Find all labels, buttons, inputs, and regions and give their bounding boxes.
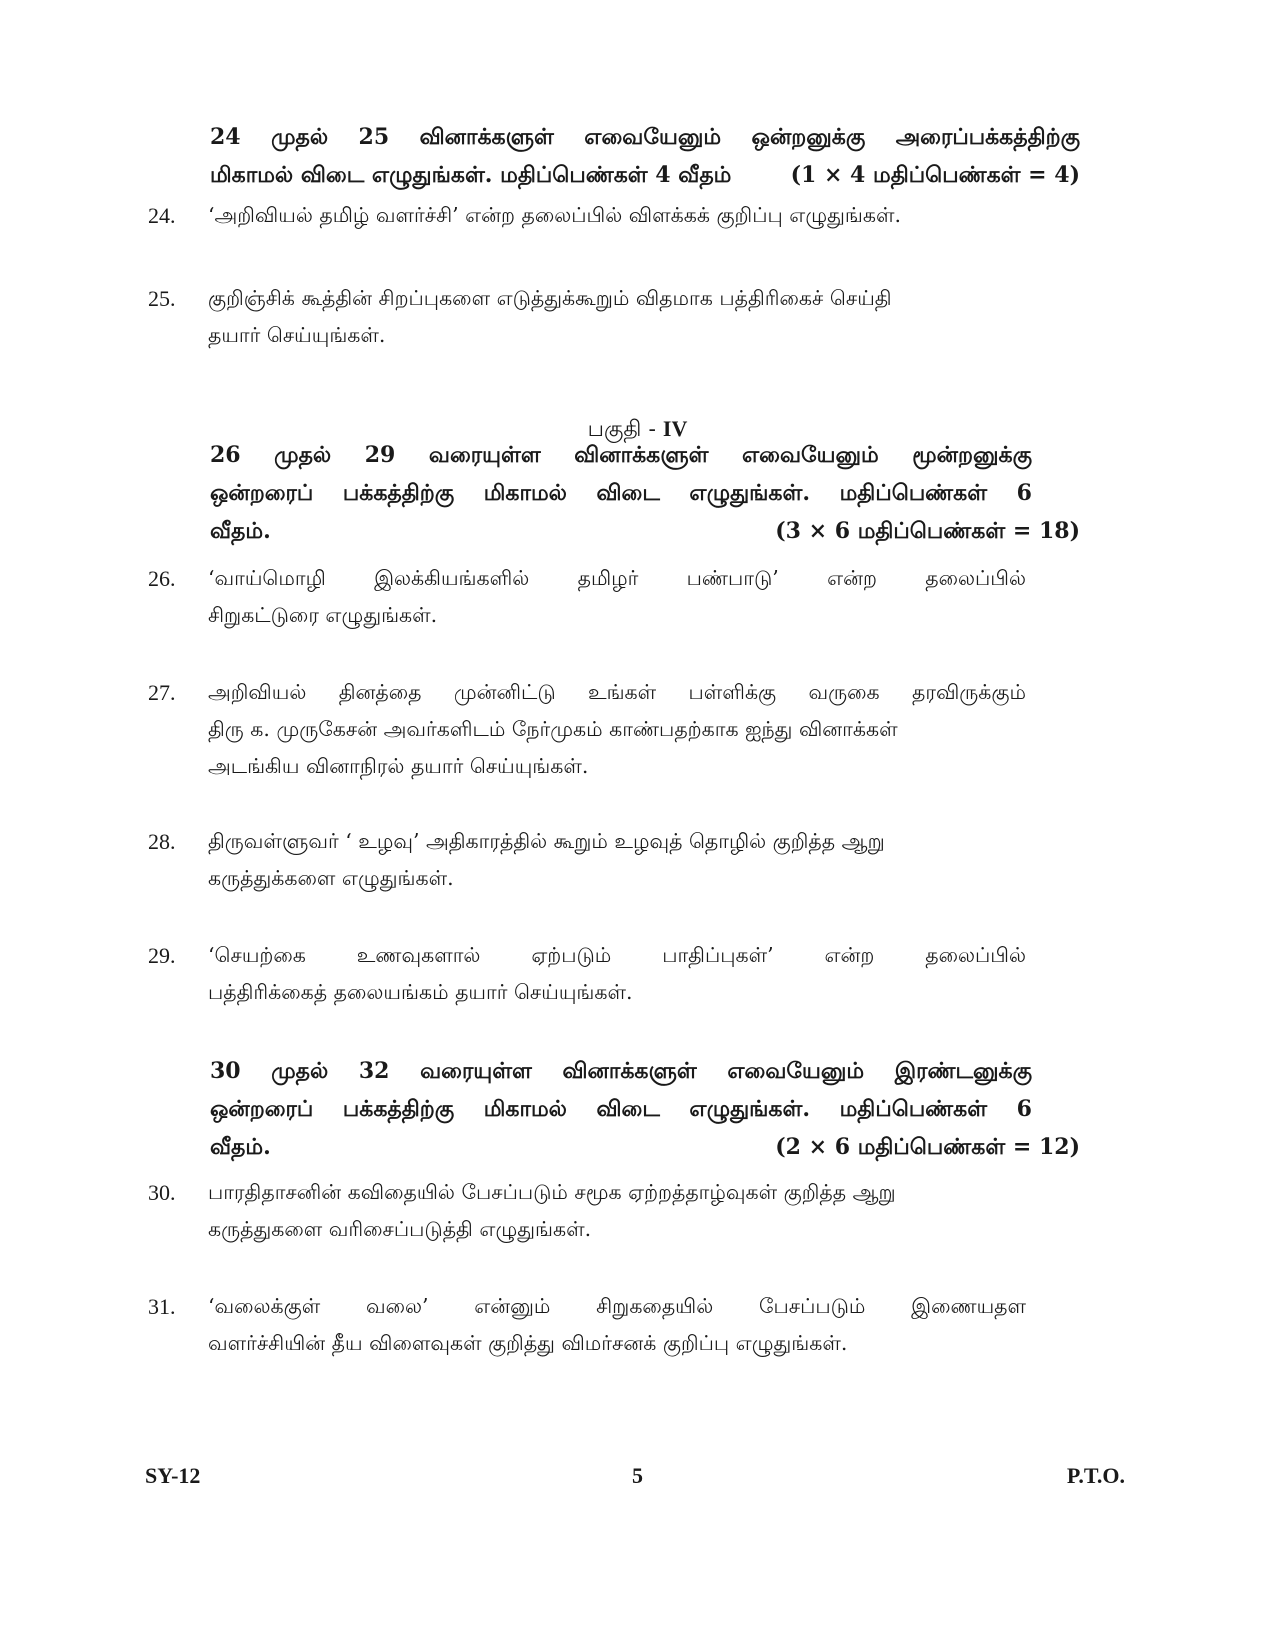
question-text <box>208 1174 1073 1248</box>
question-line: ‘அறிவியல் தமிழ் வளர்ச்சி’ என்ற தலைப்பில் விளக்கக் குறிப்பு எழுதுங்கள். <box>208 203 901 227</box>
question-text <box>208 674 1026 785</box>
question-number: 24. <box>148 203 176 228</box>
question-text <box>208 823 1073 897</box>
instruction-line <box>210 512 1080 550</box>
instruction-line: 30 முதல் 32 வரையுள்ள வினாக்களுள் எவையேனும் இரண்டனுக்கு <box>210 1058 1032 1084</box>
instruction-line <box>210 1128 1080 1166</box>
question-number: 30. <box>148 1180 176 1205</box>
question-text <box>208 197 1073 234</box>
question-24 <box>148 197 1078 234</box>
paper-code: SY-12 <box>145 1463 201 1488</box>
question-number: 27. <box>148 680 176 705</box>
instruction-line: ஒன்றரைப் பக்கத்திற்கு மிகாமல் விடை எழுதுங்கள். மதிப்பெண்கள் 6 <box>210 480 1032 506</box>
question-line: பாரதிதாசனின் கவிதையில் பேசப்படும் சமூக ஏற்றத்தாழ்வுகள் குறித்த ஆறு <box>208 1180 896 1204</box>
question-line: கருத்துக்களை எழுதுங்கள். <box>208 866 454 890</box>
marks-allocation: (1 × 4 மதிப்பெண்கள் = 4) <box>790 162 1080 188</box>
question-line: குறிஞ்சிக் கூத்தின் சிறப்புகளை எடுத்துக்கூறும் விதமாக பத்திரிகைச் செய்தி <box>208 286 892 310</box>
section-label: பகுதி - <box>587 417 663 442</box>
marks-allocation: (3 × 6 மதிப்பெண்கள் = 18) <box>775 518 1080 544</box>
question-text <box>208 1288 1026 1362</box>
instruction-line <box>210 156 1080 194</box>
instruction-text: வீதம். <box>210 518 271 544</box>
question-line: ‘வலைக்குள் வலை’ என்னும் சிறுகதையில் பேசப்படும் இணையதள <box>208 1294 1026 1318</box>
question-text <box>208 937 1026 1011</box>
question-line: ‘வாய்மொழி இலக்கியங்களில் தமிழர் பண்பாடு’ என்ற தலைப்பில் <box>208 566 1026 590</box>
question-31 <box>148 1288 1078 1362</box>
please-turn-over: P.T.O. <box>1066 1463 1125 1488</box>
question-line: அறிவியல் தினத்தை முன்னிட்டு உங்கள் பள்ளிக்கு வருகை தரவிருக்கும் <box>208 680 1026 704</box>
question-text <box>208 560 1026 634</box>
question-line: திரு க. முருகேசன் அவர்களிடம் நேர்முகம் காண்பதற்காக ஐந்து வினாக்கள் <box>208 717 898 741</box>
question-27 <box>148 674 1078 785</box>
question-26 <box>148 560 1078 634</box>
question-line: திருவள்ளுவர் ‘ உழவு’ அதிகாரத்தில் கூறும் உழவுத் தொழில் குறித்த ஆறு <box>208 829 885 853</box>
question-number: 28. <box>148 829 176 854</box>
question-line: தயார் செய்யுங்கள். <box>208 323 386 347</box>
instruction-text: மிகாமல் விடை எழுதுங்கள். மதிப்பெண்கள் 4 வீதம் <box>210 162 732 188</box>
instruction-line: 24 முதல் 25 வினாக்களுள் எவையேனும் ஒன்றனுக்கு அரைப்பக்கத்திற்கு <box>210 124 1080 150</box>
instruction-line: 26 முதல் 29 வரையுள்ள வினாக்களுள் எவையேனும் மூன்றனுக்கு <box>210 442 1032 468</box>
question-25 <box>148 280 1078 354</box>
question-28 <box>148 823 1078 897</box>
question-number: 29. <box>148 943 176 968</box>
instruction-part4a <box>210 436 1080 550</box>
marks-allocation: (2 × 6 மதிப்பெண்கள் = 12) <box>775 1134 1080 1160</box>
question-number: 25. <box>148 286 176 311</box>
question-line: ‘செயற்கை உணவுகளால் ஏற்படும் பாதிப்புகள்’ என்ற தலைப்பில் <box>208 943 1026 967</box>
section-roman-numeral: IV <box>662 416 688 441</box>
question-number: 31. <box>148 1294 176 1319</box>
instruction-text: வீதம். <box>210 1134 271 1160</box>
question-text <box>208 280 1073 354</box>
question-line: அடங்கிய வினாநிரல் தயார் செய்யுங்கள். <box>208 754 589 778</box>
question-29 <box>148 937 1078 1011</box>
question-30 <box>148 1174 1078 1248</box>
instruction-part3 <box>210 118 1080 194</box>
instruction-part4b <box>210 1052 1080 1166</box>
page-number: 5 <box>632 1463 643 1488</box>
question-line: கருத்துகளை வரிசைப்படுத்தி எழுதுங்கள். <box>208 1217 592 1241</box>
question-line: வளர்ச்சியின் தீய விளைவுகள் குறித்து விமர்சனக் குறிப்பு எழுதுங்கள். <box>208 1331 848 1355</box>
instruction-line: ஒன்றரைப் பக்கத்திற்கு மிகாமல் விடை எழுதுங்கள். மதிப்பெண்கள் 6 <box>210 1096 1032 1122</box>
question-line: பத்திரிக்கைத் தலையங்கம் தயார் செய்யுங்கள். <box>208 980 633 1004</box>
question-number: 26. <box>148 566 176 591</box>
question-line: சிறுகட்டுரை எழுதுங்கள். <box>208 603 438 627</box>
